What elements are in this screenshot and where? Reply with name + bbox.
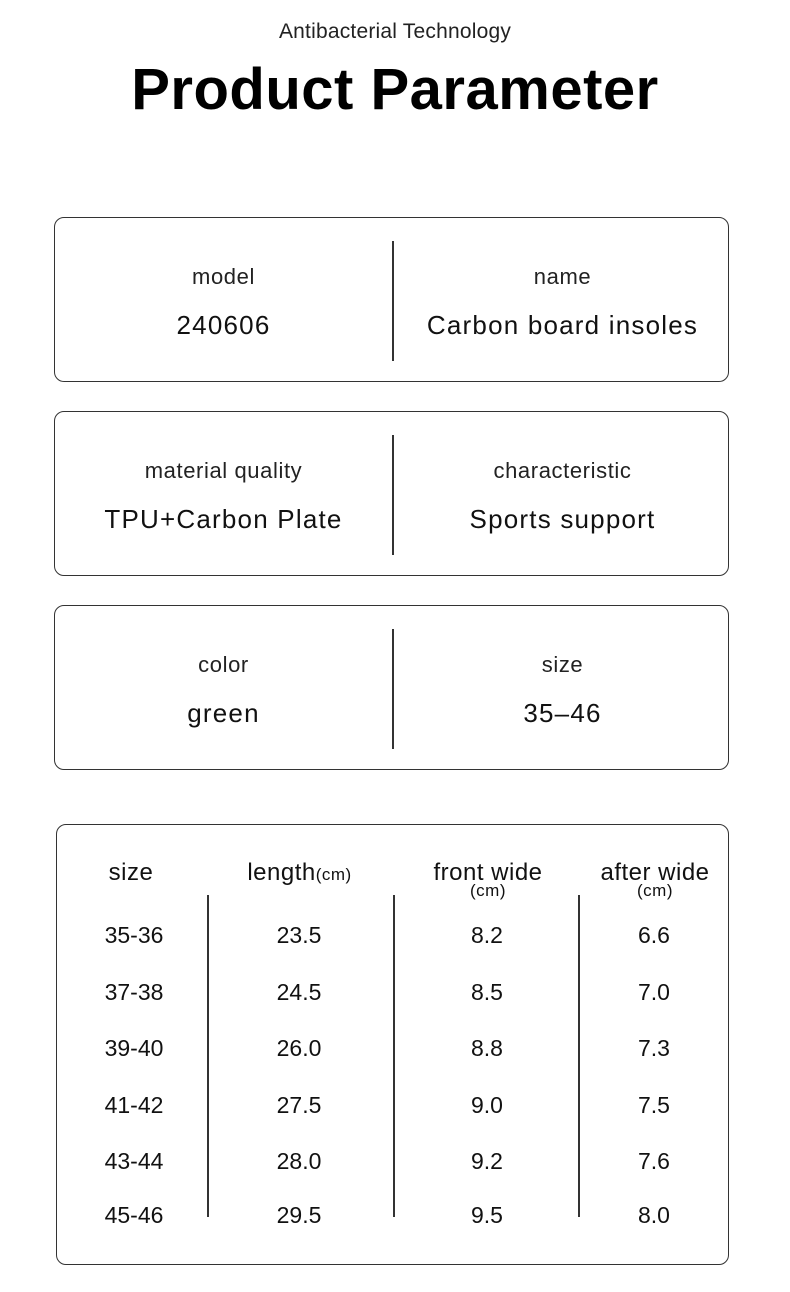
param-value: green: [187, 698, 260, 728]
cell-length: 29.5: [276, 1202, 322, 1228]
param-cell-name: [394, 218, 731, 381]
cell-length: 28.0: [276, 1148, 322, 1174]
header-size-label: size: [108, 859, 154, 886]
cell-length: 24.5: [276, 979, 322, 1005]
param-label: size: [541, 652, 584, 677]
cell-length: 26.0: [276, 1035, 322, 1061]
param-value: Carbon board insoles: [426, 310, 699, 340]
param-cell-characteristic: [394, 412, 731, 575]
header-size: [71, 859, 191, 887]
param-cell-size: [394, 606, 731, 769]
size-table: [56, 824, 729, 1265]
cell-size: 41-42: [104, 1092, 164, 1118]
cell-size: 35-36: [104, 922, 164, 948]
cell-size: 37-38: [104, 979, 164, 1005]
header-front-wide: [403, 859, 573, 899]
header-length-label: length: [247, 859, 316, 886]
table-divider: [393, 895, 395, 1217]
param-value: Sports support: [469, 504, 656, 534]
cell-size: 39-40: [104, 1035, 164, 1061]
cell-front-wide: 8.2: [471, 922, 503, 948]
header-length-unit: (cm): [315, 865, 352, 884]
param-label: characteristic: [493, 458, 632, 483]
header-length: [217, 859, 382, 887]
param-cell-model: [55, 218, 392, 381]
param-card-model-name: [54, 217, 729, 382]
cell-after-wide: 7.3: [638, 1035, 670, 1061]
header-front-label: front wide: [433, 859, 543, 886]
cell-front-wide: 9.5: [471, 1202, 503, 1228]
cell-length: 23.5: [276, 922, 322, 948]
cell-length: 27.5: [276, 1092, 322, 1118]
cell-after-wide: 8.0: [638, 1202, 670, 1228]
header-after-label: after wide: [600, 859, 710, 886]
param-card-material-characteristic: [54, 411, 729, 576]
cell-after-wide: 7.6: [638, 1148, 670, 1174]
param-label: material quality: [144, 458, 303, 483]
cell-front-wide: 8.5: [471, 979, 503, 1005]
param-cell-material: [55, 412, 392, 575]
param-value: 35–46: [523, 698, 602, 728]
cell-size: 45-46: [104, 1202, 164, 1228]
param-label: color: [198, 652, 249, 677]
header-after-wide: [583, 859, 727, 899]
table-divider: [578, 895, 580, 1217]
cell-after-wide: 6.6: [638, 922, 670, 948]
param-value: 240606: [176, 310, 271, 340]
param-label: model: [192, 264, 255, 289]
cell-size: 43-44: [104, 1148, 164, 1174]
cell-after-wide: 7.0: [638, 979, 670, 1005]
page-subtitle: Antibacterial Technology: [278, 20, 512, 43]
param-card-color-size: [54, 605, 729, 770]
table-divider: [207, 895, 209, 1217]
cell-front-wide: 9.0: [471, 1092, 503, 1118]
page-title: Product Parameter: [131, 57, 659, 122]
cell-after-wide: 7.5: [638, 1092, 670, 1118]
header-front-unit: (cm): [470, 881, 506, 900]
param-cell-color: [55, 606, 392, 769]
header-after-unit: (cm): [637, 881, 673, 900]
cell-front-wide: 8.8: [471, 1035, 503, 1061]
cell-front-wide: 9.2: [471, 1148, 503, 1174]
param-label: name: [533, 264, 592, 289]
param-value: TPU+Carbon Plate: [104, 504, 343, 534]
